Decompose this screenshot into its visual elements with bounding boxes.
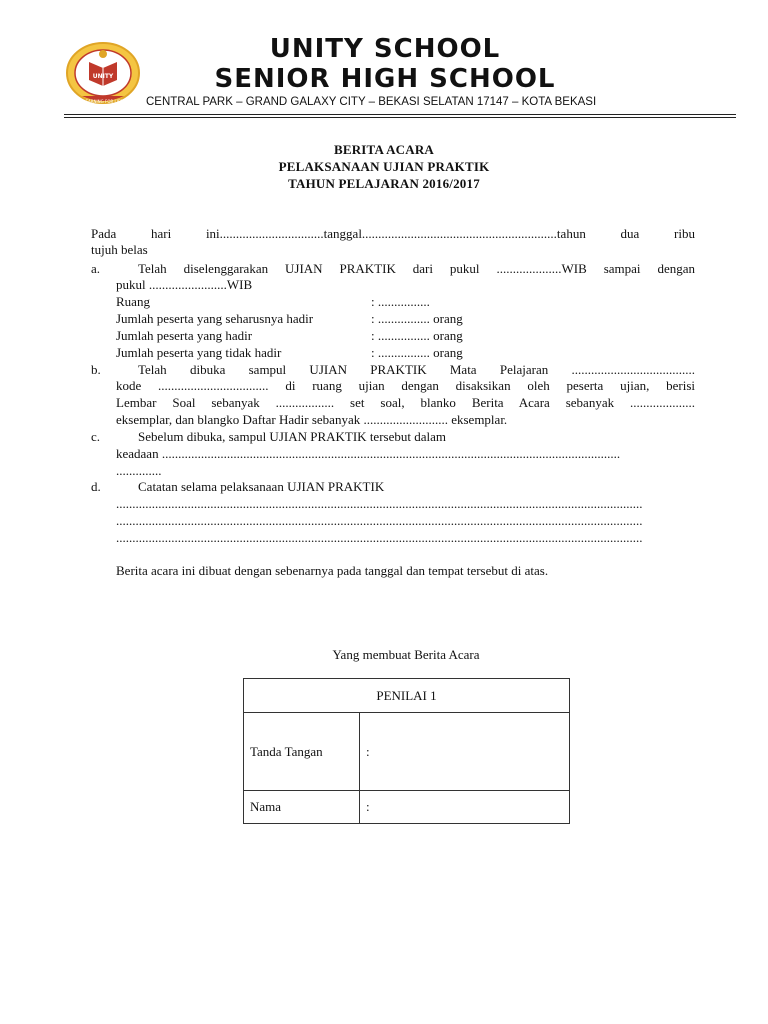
item-d-line1: Catatan selama pelaksanaan UJIAN PRAKTIK bbox=[138, 479, 385, 494]
svg-text:UNITY: UNITY bbox=[92, 73, 114, 80]
item-d-marker: d. bbox=[91, 479, 101, 494]
note-dotted-line: .................................................................................................................................................................. bbox=[116, 513, 643, 528]
item-a-line2: pukul ........................WIB bbox=[116, 277, 253, 292]
row-label: Jumlah peserta yang tidak hadir bbox=[116, 345, 282, 360]
school-address: CENTRAL PARK – GRAND GALAXY CITY – BEKASI SELATAN 17147 – KOTA BEKASI bbox=[146, 96, 597, 108]
doc-title-3: TAHUN PELAJARAN 2016/2017 bbox=[288, 176, 480, 191]
item-c-marker: c. bbox=[91, 429, 101, 444]
school-name: UNITY SCHOOL bbox=[269, 34, 501, 64]
item-b-line2: kode .................................. di ruang ujian dengan disaksikan oleh peserta ujian, berisi bbox=[116, 378, 695, 393]
item-c-line3: .............. bbox=[116, 463, 162, 478]
maker-caption: Yang membuat Berita Acara bbox=[332, 647, 480, 662]
item-c-line2: keadaan ............................................................................................................................................. bbox=[116, 446, 621, 461]
item-b-line3: Lembar Soal sebanyak .................. set soal, blanko Berita Acara sebanyak .................... bbox=[116, 395, 695, 410]
sign-label: Tanda Tangan bbox=[244, 713, 360, 791]
intro-line-1: Pada hari ini................................tanggal............................................................tahun dua ribu bbox=[91, 226, 695, 241]
item-c-line1: Sebelum dibuka, sampul UJIAN PRAKTIK tersebut dalam bbox=[138, 429, 446, 444]
doc-title-1: BERITA ACARA bbox=[333, 142, 435, 157]
intro-line-2: tujuh belas bbox=[91, 242, 148, 257]
sign-field[interactable]: : bbox=[360, 713, 570, 791]
item-b-line1: Telah dibuka sampul UJIAN PRAKTIK Mata Pelajaran ...................................... bbox=[138, 362, 695, 377]
note-dotted-line: .................................................................................................................................................................. bbox=[116, 496, 643, 511]
row-label: Jumlah peserta yang hadir bbox=[116, 328, 253, 343]
row-value: : ................ orang bbox=[371, 328, 463, 343]
row-value: : ................ bbox=[371, 294, 430, 309]
item-b-line4: eksemplar, dan blangko Daftar Hadir sebanyak .......................... eksemplar. bbox=[116, 412, 508, 427]
header-rule bbox=[64, 114, 736, 115]
name-field[interactable]: : bbox=[360, 791, 570, 824]
doc-title-2: PELAKSANAAN UJIAN PRAKTIK bbox=[278, 159, 490, 174]
name-label: Nama bbox=[244, 791, 360, 824]
closing-statement: Berita acara ini dibuat dengan sebenarnya pada tanggal dan tempat tersebut di atas. bbox=[116, 563, 549, 578]
item-a-marker: a. bbox=[91, 261, 101, 276]
row-value: : ................ orang bbox=[371, 345, 463, 360]
row-value: : ................ orang bbox=[371, 311, 463, 326]
signature-table bbox=[243, 678, 570, 824]
svg-text:LEARNING FOR LIFE: LEARNING FOR LIFE bbox=[83, 99, 123, 104]
school-level: SENIOR HIGH SCHOOL bbox=[214, 64, 556, 94]
school-logo bbox=[64, 40, 142, 110]
table-header: PENILAI 1 bbox=[244, 679, 570, 713]
row-label: Ruang bbox=[116, 294, 150, 309]
item-b-marker: b. bbox=[91, 362, 101, 377]
row-label: Jumlah peserta yang seharusnya hadir bbox=[116, 311, 314, 326]
header-rule-2 bbox=[64, 117, 736, 118]
note-dotted-line: .................................................................................................................................................................. bbox=[116, 530, 643, 545]
item-a-line1: Telah diselenggarakan UJIAN PRAKTIK dari pukul ....................WIB sampai dengan bbox=[138, 261, 695, 276]
